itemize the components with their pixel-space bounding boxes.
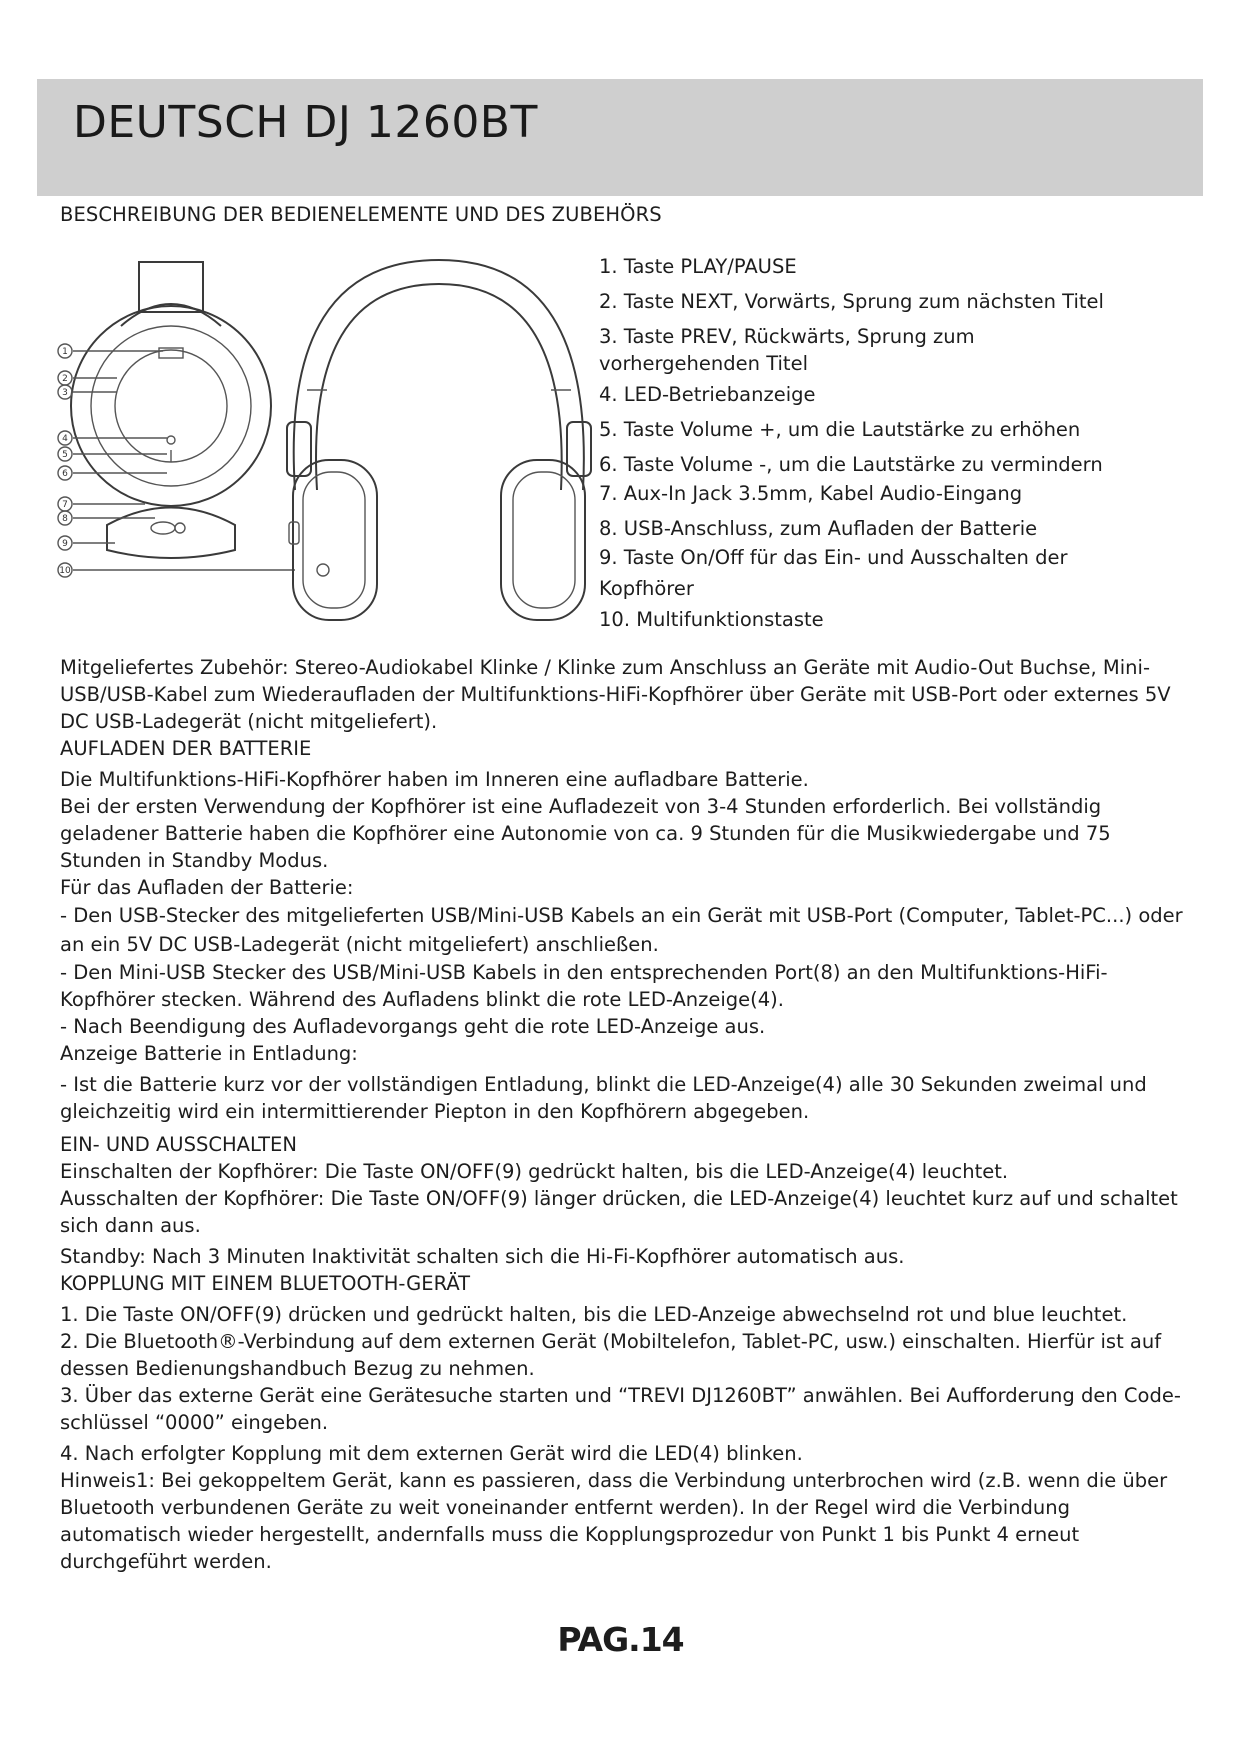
callout-3: 3 xyxy=(62,388,68,398)
body-text xyxy=(60,654,1190,1575)
accessories-paragraph: Mitgeliefertes Zubehör: Stereo-Audiokabel Klinke / Klinke zum Anschluss an Geräte mit Audio-Out Buchse, Mini-USB/USB-Kabel zum Wiederaufladen der Multifunktions-HiFi-Kopfhörer über Geräte mit USB-Port oder externes 5V DC USB-Ladegerät (nicht mitgeliefert). xyxy=(60,656,1171,733)
charging-paragraph-8: - Ist die Batterie kurz vor der vollständigen Entladung, blinkt die LED-Anzeige(4) alle 30 Sekunden zweimal und gleichzeitig wird ein intermittierender Piepton in den Kopfhörern abgegeben. xyxy=(60,1073,1147,1123)
pairing-paragraph-4: 4. Nach erfolgter Kopplung mit dem externen Gerät wird die LED(4) blinken. xyxy=(60,1442,803,1465)
legend-item-8: 8. USB-Anschluss, zum Aufladen der Batterie xyxy=(599,517,1038,540)
callout-4: 4 xyxy=(62,434,68,444)
legend-item-10: 10. Multifunktionstaste xyxy=(599,608,824,631)
charging-paragraph-5: - Den Mini-USB Stecker des USB/Mini-USB Kabels in den entsprechenden Port(8) an den Multifunktions-HiFi-Kopfhörer stecken. Während des Aufladens blinkt die rote LED-Anzeige(4). xyxy=(60,961,1108,1011)
front-view-headphone xyxy=(287,260,591,620)
legend-item-1: 1. Taste PLAY/PAUSE xyxy=(599,255,797,278)
pairing-paragraph-3: 3. Über das externe Gerät eine Gerätesuche starten und “TREVI DJ1260BT” anwählen. Bei Aufforderung den Code-schlüssel “0000” eingeben. xyxy=(60,1384,1181,1434)
callout-5: 5 xyxy=(62,450,68,460)
legend-item-5: 5. Taste Volume +, um die Lautstärke zu erhöhen xyxy=(599,418,1081,441)
charging-paragraph-6: - Nach Beendigung des Aufladevorgangs geht die rote LED-Anzeige aus. xyxy=(60,1015,766,1038)
diagram-callouts xyxy=(58,344,295,577)
section-heading-charging: AUFLADEN DER BATTERIE xyxy=(60,737,312,760)
callout-8: 8 xyxy=(62,514,68,524)
charging-paragraph-7: Anzeige Batterie in Entladung: xyxy=(60,1042,358,1065)
callout-9: 9 xyxy=(62,539,68,549)
section-heading-onoff: EIN- UND AUSSCHALTEN xyxy=(60,1133,297,1156)
charging-paragraph-4: - Den USB-Stecker des mitgelieferten USB/Mini-USB Kabels an ein Gerät mit USB-Port (Computer, Tablet-PC...) oder an ein 5V DC USB-Ladegerät (nicht mitgeliefert) anschließen. xyxy=(60,904,1183,956)
legend-item-2: 2. Taste NEXT, Vorwärts, Sprung zum nächsten Titel xyxy=(599,290,1104,313)
onoff-paragraph-2: Ausschalten der Kopfhörer: Die Taste ON/OFF(9) länger drücken, die LED-Anzeige(4) leuchtet kurz auf und schaltet sich dann aus. xyxy=(60,1187,1178,1237)
side-view-headphone xyxy=(71,262,271,558)
page-number: PAG.14 xyxy=(557,1620,684,1659)
header-bar xyxy=(37,79,1203,196)
onoff-paragraph-1: Einschalten der Kopfhörer: Die Taste ON/OFF(9) gedrückt halten, bis die LED-Anzeige(4) leuchtet. xyxy=(60,1160,1009,1183)
charging-paragraph-1: Die Multifunktions-HiFi-Kopfhörer haben im Inneren eine aufladbare Batterie. xyxy=(60,768,809,791)
charging-paragraph-3: Für das Aufladen der Batterie: xyxy=(60,876,354,899)
callout-2: 2 xyxy=(62,374,68,384)
legend-item-4: 4. LED-Betriebanzeige xyxy=(599,383,816,406)
pairing-paragraph-5: Hinweis1: Bei gekoppeltem Gerät, kann es passieren, dass die Verbindung unterbrochen wird (z.B. wenn die über Bluetooth verbundenen Geräte zu weit voneinander entfernt werden). In der Regel wird die Verbindung automatisch wieder hergestellt, andernfalls muss die Kopplungsprozedur von Punkt 1 bis Punkt 4 erneut durchgeführt werden. xyxy=(60,1469,1168,1573)
onoff-paragraph-3: Standby: Nach 3 Minuten Inaktivität schalten sich die Hi-Fi-Kopfhörer automatisch aus. xyxy=(60,1245,905,1268)
callout-7: 7 xyxy=(62,500,68,510)
section-heading-pairing: KOPPLUNG MIT EINEM BLUETOOTH-GERÄT xyxy=(60,1272,471,1295)
legend-item-7: 7. Aux-In Jack 3.5mm, Kabel Audio-Eingang xyxy=(599,482,1023,505)
pairing-paragraph-2: 2. Die Bluetooth®-Verbindung auf dem externen Gerät (Mobiltelefon, Tablet-PC, usw.) einschalten. Hierfür ist auf dessen Bedienungshandbuch Bezug zu nehmen. xyxy=(60,1330,1162,1380)
charging-paragraph-2: Bei der ersten Verwendung der Kopfhörer ist eine Aufladezeit von 3-4 Stunden erforderlich. Bei vollständig geladener Batterie haben die Kopfhörer eine Autonomie von ca. 9 Stunden für die Musikwiedergabe und 75 Stunden in Standby Modus. xyxy=(60,795,1111,872)
headphones-diagram xyxy=(55,240,600,640)
page-title: DEUTSCH DJ 1260BT xyxy=(73,97,538,148)
legend-item-9-cont: Kopfhörer xyxy=(599,577,694,600)
legend-item-6: 6. Taste Volume -, um die Lautstärke zu vermindern xyxy=(599,453,1103,476)
pairing-paragraph-1: 1. Die Taste ON/OFF(9) drücken und gedrückt halten, bis die LED-Anzeige abwechselnd rot und blue leuchtet. xyxy=(60,1303,1128,1326)
legend-item-9: 9. Taste On/Off für das Ein- und Ausschalten der xyxy=(599,546,1068,569)
callout-10: 10 xyxy=(59,566,71,576)
section-heading-controls: BESCHREIBUNG DER BEDIENELEMENTE UND DES ZUBEHÖRS xyxy=(60,203,662,226)
legend-item-3-cont: vorhergehenden Titel xyxy=(599,352,808,375)
legend-item-3: 3. Taste PREV, Rückwärts, Sprung zum xyxy=(599,325,975,348)
callout-6: 6 xyxy=(62,469,68,479)
callout-1: 1 xyxy=(62,347,68,357)
